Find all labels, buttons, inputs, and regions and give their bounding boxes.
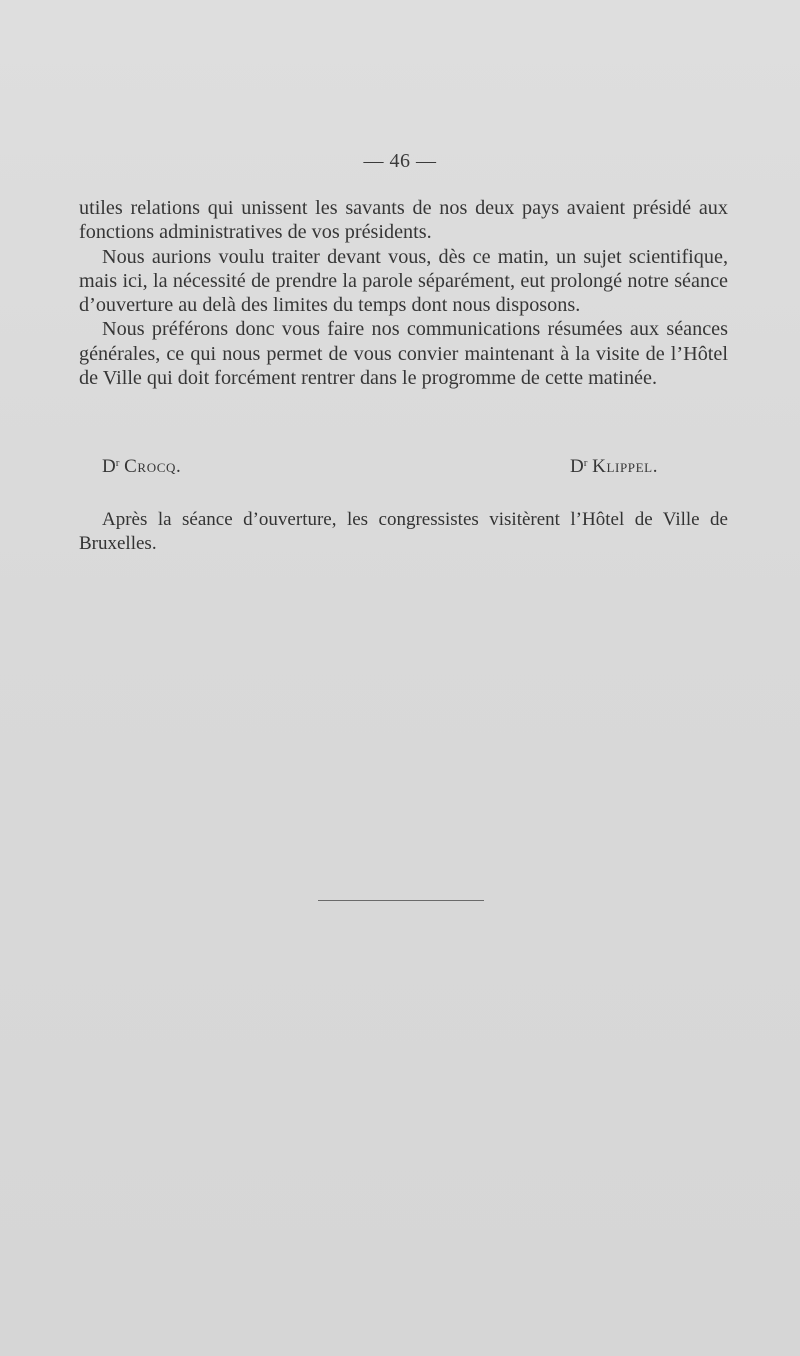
signature-klippel-title-sup: r bbox=[583, 457, 588, 469]
page-number: — 46 — bbox=[363, 150, 437, 172]
body-text bbox=[79, 196, 728, 390]
signature-crocq bbox=[102, 456, 181, 478]
signature-crocq-title-sup: r bbox=[115, 457, 120, 469]
signature-klippel bbox=[570, 456, 658, 478]
closing-paragraph: Après la séance d’ouverture, les congressistes visitèrent l’Hôtel de Ville de Bruxelles. bbox=[79, 509, 728, 554]
section-divider bbox=[318, 900, 484, 901]
signature-crocq-name: Crocq. bbox=[124, 456, 182, 477]
paragraph-2: Nous aurions voulu traiter devant vous, dès ce matin, un sujet scientifique, mais ici, la nécessité de prendre la parole séparément, eut prolongé notre séance d’ouverture au delà des limites du temps dont nous disposons. bbox=[79, 245, 728, 317]
signature-klippel-title: D bbox=[570, 456, 584, 477]
paragraph-3: Nous préférons donc vous faire nos communications résumées aux séances générales, ce qui nous permet de vous convier maintenant à la visite de l’Hôtel de Ville qui doit forcément rentrer dans le progromme de cette matinée. bbox=[79, 318, 728, 390]
signature-crocq-title: D bbox=[102, 456, 116, 477]
paragraph-1: utiles relations qui unissent les savants de nos deux pays avaient présidé aux fonctions administratives de vos présidents. bbox=[79, 197, 728, 244]
signature-klippel-name: Klippel. bbox=[592, 456, 659, 477]
signatures bbox=[79, 456, 728, 482]
closing-note bbox=[79, 508, 728, 556]
